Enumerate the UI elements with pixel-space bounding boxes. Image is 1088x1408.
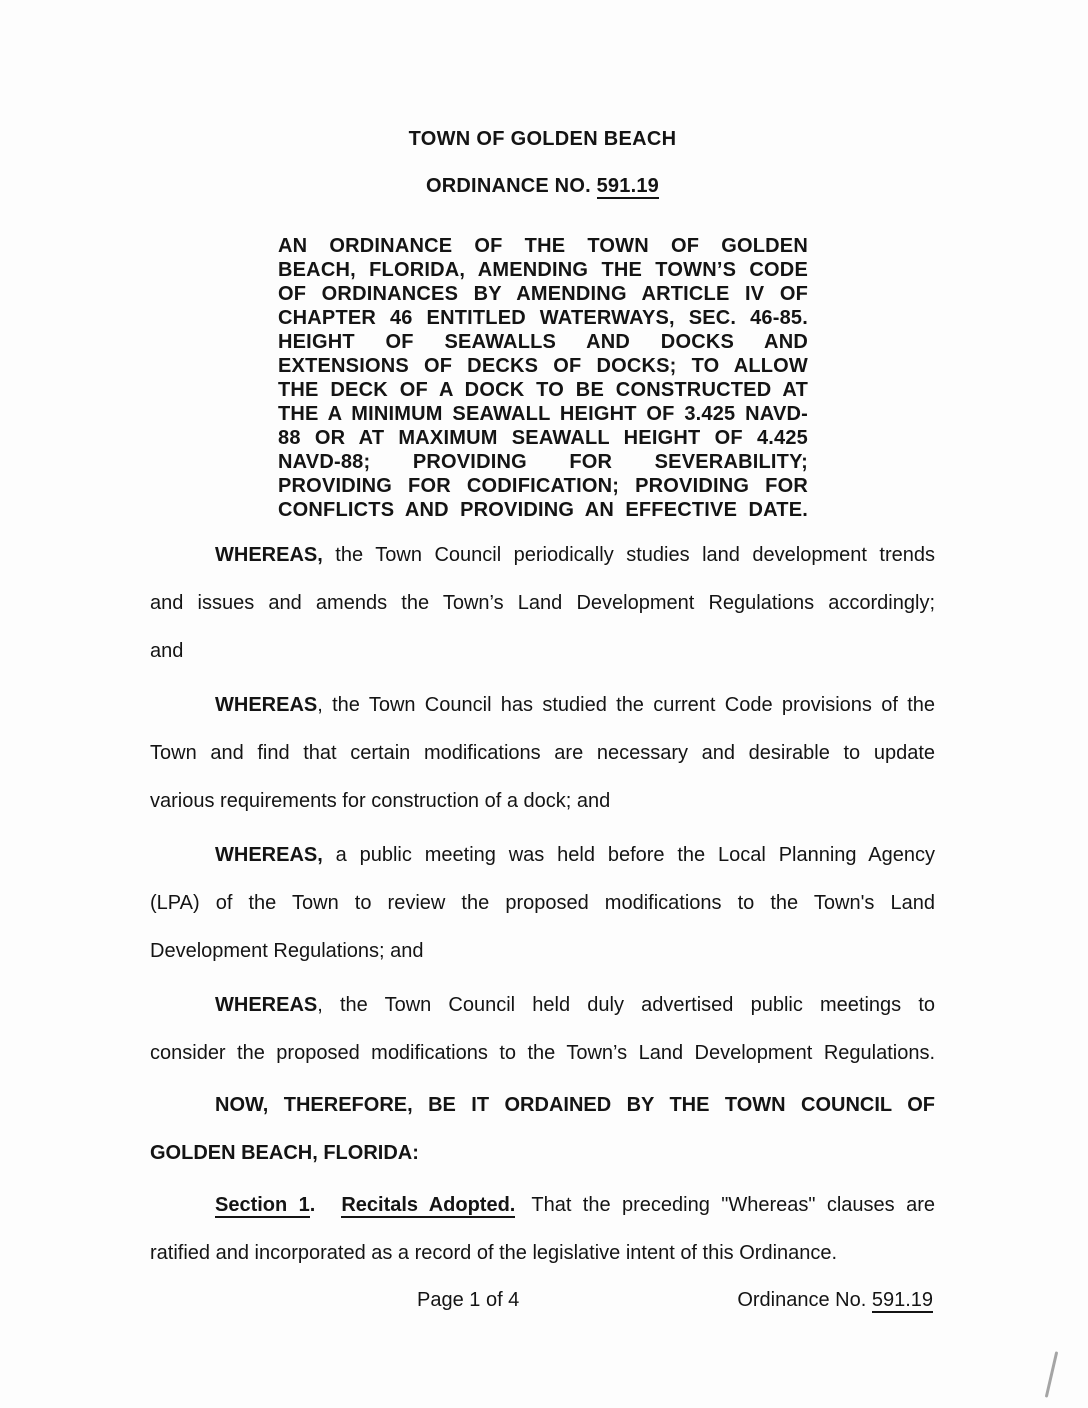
- footer-page-number: Page 1 of 4: [417, 1289, 520, 1311]
- page-content: [150, 0, 935, 1277]
- section-1-paragraph: [150, 1181, 935, 1277]
- caption-line: PROVIDING FOR CODIFICATION; PROVIDING FOR: [278, 475, 808, 497]
- caption-line: OF ORDINANCES BY AMENDING ARTICLE IV OF: [278, 283, 808, 305]
- footer-ordinance-number: [737, 1288, 933, 1312]
- body-line: and issues and amends the Town’s Land Development Regulations accordingly;: [150, 592, 935, 614]
- whereas-paragraph-1: [150, 531, 935, 675]
- caption-line: HEIGHT OF SEAWALLS AND DOCKS AND: [278, 331, 808, 353]
- ordained-clause: [150, 1081, 935, 1177]
- body-line: (LPA) of the Town to review the proposed modifications to the Town's Land: [150, 892, 935, 914]
- whereas-lead: WHEREAS: [215, 994, 318, 1016]
- scan-slash-artifact: [1045, 1351, 1058, 1397]
- whereas-paragraph-2: [150, 681, 935, 825]
- caption-line: NAVD-88; PROVIDING FOR SEVERABILITY;: [278, 451, 808, 473]
- body-line: [150, 1181, 935, 1229]
- caption-line: CONFLICTS AND PROVIDING AN EFFECTIVE DATE.: [278, 499, 808, 521]
- body-line: [150, 831, 935, 879]
- document-body: [150, 531, 935, 1277]
- caption-line: THE DECK OF A DOCK TO BE CONSTRUCTED AT: [278, 379, 808, 401]
- caption-line: CHAPTER 46 ENTITLED WATERWAYS, SEC. 46-85.: [278, 307, 808, 329]
- caption-line: THE A MINIMUM SEAWALL HEIGHT OF 3.425 NAVD-: [278, 403, 808, 425]
- body-line: Development Regulations; and: [150, 940, 424, 962]
- whereas-lead: WHEREAS,: [215, 544, 323, 566]
- document-title: TOWN OF GOLDEN BEACH: [408, 128, 677, 150]
- body-line: [150, 531, 935, 579]
- whereas-lead: WHEREAS: [215, 694, 318, 716]
- ordinance-number-line: [150, 174, 935, 198]
- body-line-text: That the preceding "Whereas" clauses are: [531, 1194, 935, 1216]
- body-line: ratified and incorporated as a record of the legislative intent of this Ordinance.: [150, 1242, 838, 1264]
- body-line: GOLDEN BEACH, FLORIDA:: [150, 1142, 419, 1164]
- body-line: Town and find that certain modifications are necessary and desirable to update: [150, 742, 935, 764]
- whereas-paragraph-4: [150, 981, 935, 1077]
- body-line: and: [150, 640, 184, 662]
- footer-ordinance-label: Ordinance No.: [737, 1289, 872, 1311]
- body-line: NOW, THEREFORE, BE IT ORDAINED BY THE TOWN COUNCIL OF: [215, 1094, 935, 1116]
- body-line: [150, 681, 935, 729]
- caption-line: BEACH, FLORIDA, AMENDING THE TOWN’S CODE: [278, 259, 808, 281]
- ordinance-number-label: ORDINANCE NO.: [426, 175, 597, 197]
- whereas-lead: WHEREAS,: [215, 844, 323, 866]
- body-line-text: a public meeting was held before the Local Planning Agency: [322, 844, 935, 866]
- footer-ordinance-value: 591.19: [871, 1289, 933, 1311]
- caption-line: AN ORDINANCE OF THE TOWN OF GOLDEN: [278, 235, 808, 257]
- section-number: Section 1: [215, 1194, 310, 1216]
- body-line-text: , the Town Council held duly advertised public meetings to: [317, 994, 935, 1016]
- caption-line: EXTENSIONS OF DECKS OF DOCKS; TO ALLOW: [278, 355, 808, 377]
- whereas-paragraph-3: [150, 831, 935, 975]
- body-line-text: the Town Council periodically studies land development trends: [322, 544, 935, 566]
- ordinance-number: 591.19: [596, 175, 659, 197]
- body-line: various requirements for construction of a dock; and: [150, 790, 611, 812]
- ordinance-caption-block: [278, 234, 808, 522]
- caption-line: 88 OR AT MAXIMUM SEAWALL HEIGHT OF 4.425: [278, 427, 808, 449]
- body-line-text: , the Town Council has studied the current Code provisions of the: [317, 694, 935, 716]
- section-number-period: .: [309, 1194, 316, 1216]
- body-line: [150, 981, 935, 1029]
- section-heading: Recitals Adopted.: [341, 1194, 516, 1216]
- body-line: consider the proposed modifications to the Town’s Land Development Regulations.: [150, 1042, 935, 1064]
